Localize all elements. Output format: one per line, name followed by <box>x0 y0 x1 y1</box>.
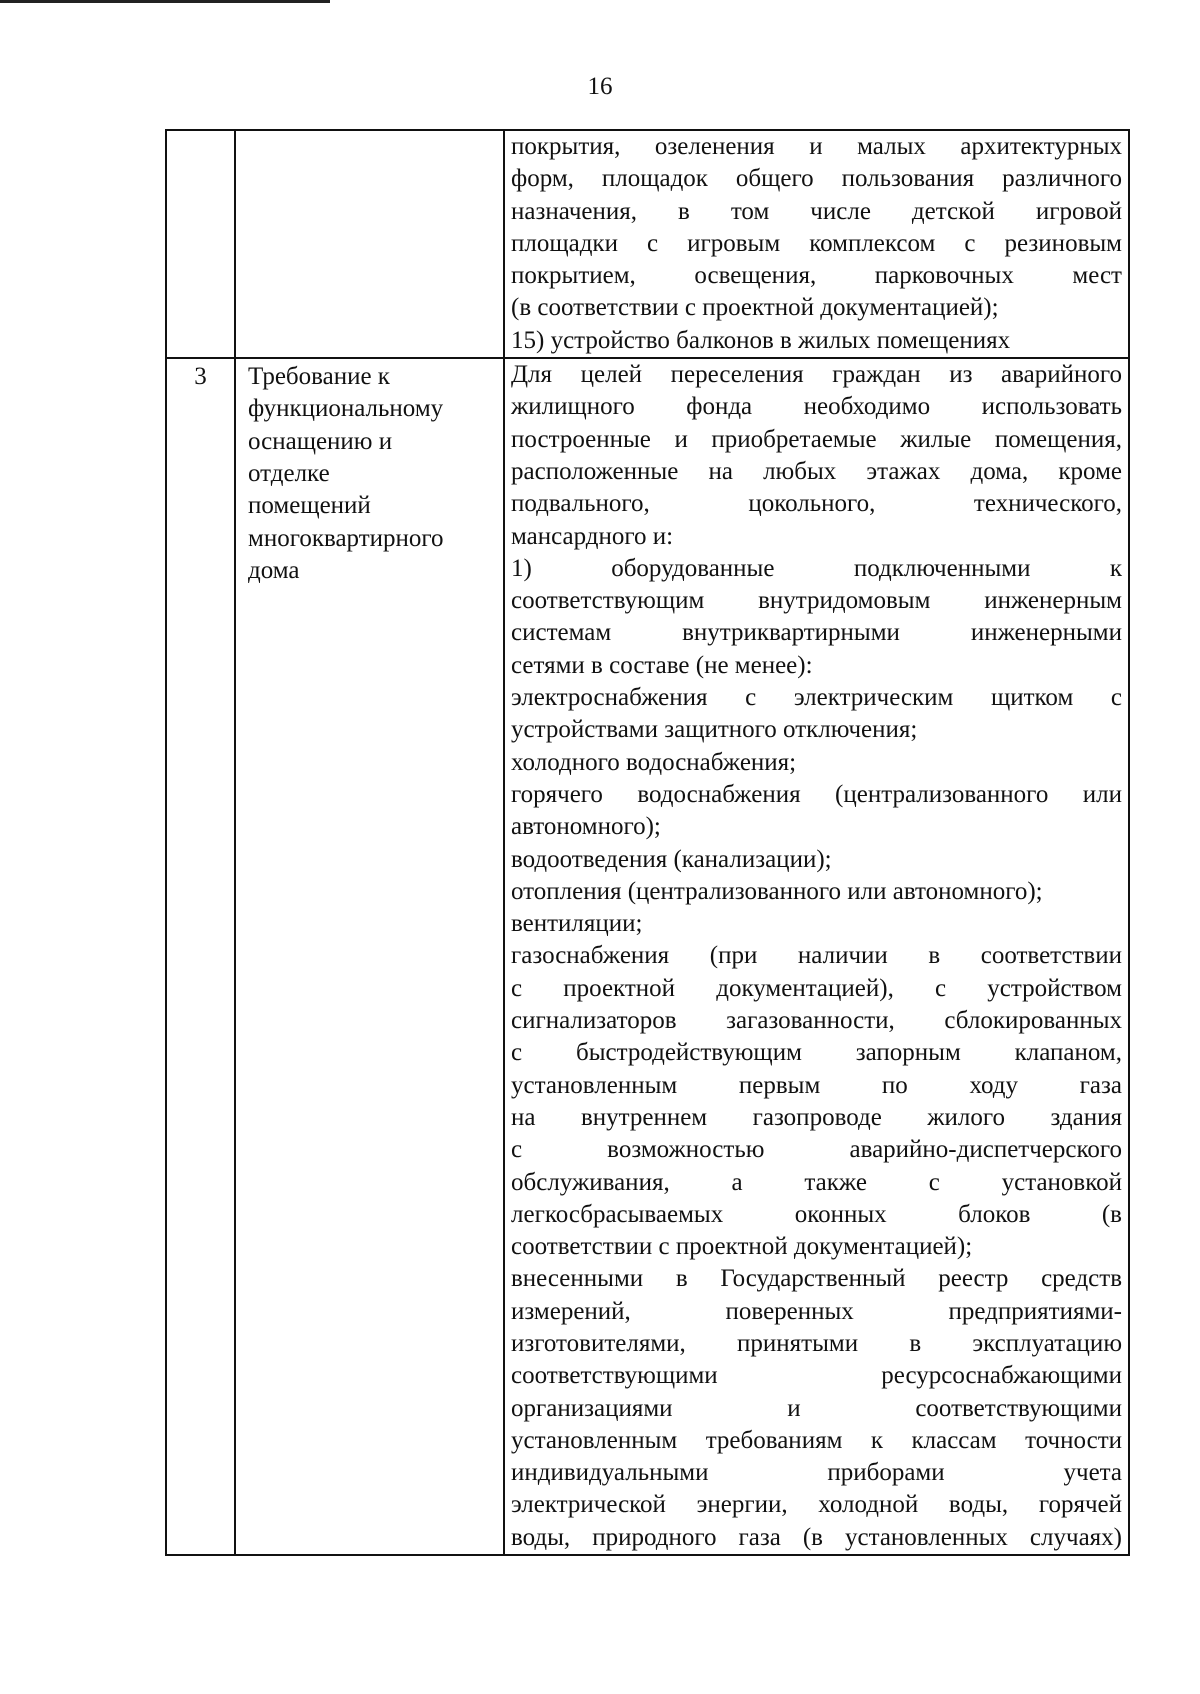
content-text-line: с проектной документацией), с устройством <box>511 974 1122 1002</box>
content-text-line: подвального, цокольного, технического, <box>511 490 1122 518</box>
content-text-line: построенные и приобретаемые жилые помещения, <box>511 425 1122 453</box>
content-text-line: электрической энергии, холодной воды, горячей <box>511 1491 1122 1519</box>
content-text-line: с быстродействующим запорным клапаном, <box>511 1039 1122 1067</box>
content-text-line: автономного); <box>511 813 661 841</box>
row-number-cell <box>166 130 235 358</box>
requirement-name-line: функциональному <box>248 395 444 423</box>
requirement-content-cell <box>504 358 1129 1555</box>
content-text-line: обслуживания, а также с установкой <box>511 1168 1122 1196</box>
content-text-line: воды, природного газа (в установленных случаях) <box>511 1523 1122 1551</box>
requirement-name-line: оснащению и <box>248 427 393 455</box>
content-text-line: форм, площадок общего пользования различного <box>511 165 1122 193</box>
content-text-line: жилищного фонда необходимо использовать <box>511 393 1122 421</box>
content-text-line: соответствующим внутридомовым инженерным <box>511 587 1122 615</box>
content-text-line: мансардного и: <box>511 522 674 550</box>
requirement-name-line: помещений <box>248 492 371 520</box>
content-text-line: установленным первым по ходу газа <box>511 1071 1122 1099</box>
requirement-content-cell <box>504 130 1129 358</box>
content-text-line: на внутреннем газопроводе жилого здания <box>511 1103 1122 1131</box>
content-text-line: изготовителями, принятыми в эксплуатацию <box>511 1329 1122 1357</box>
content-text-line: расположенные на любых этажах дома, кроме <box>511 457 1122 485</box>
requirement-name-line: дома <box>248 556 300 584</box>
content-text-line: устройствами защитного отключения; <box>511 716 918 744</box>
requirement-name-cell <box>235 130 504 358</box>
content-text-line: организациями и соответствующими <box>511 1394 1122 1422</box>
content-text-line: площадки с игровым комплексом с резиновым <box>511 229 1122 257</box>
content-text-line: отопления (централизованного или автономного); <box>511 877 1043 905</box>
content-text-line: вентиляции; <box>511 910 643 938</box>
requirement-name-line: многоквартирного <box>248 524 444 552</box>
content-text-line: измерений, поверенных предприятиями- <box>511 1297 1122 1325</box>
top-border-rule <box>0 0 330 3</box>
content-text-line: внесенными в Государственный реестр средств <box>511 1265 1122 1293</box>
content-text-line: покрытием, освещения, парковочных мест <box>511 262 1122 290</box>
content-text-line: назначения, в том числе детской игровой <box>511 197 1122 225</box>
content-text-line: 15) устройство балконов в жилых помещениях <box>511 326 1011 354</box>
requirement-name-line: Требование к <box>248 363 390 391</box>
table-row <box>166 130 1129 358</box>
content-text-line: системам внутриквартирными инженерными <box>511 619 1122 647</box>
content-text-line: сигнализаторов загазованности, сблокированных <box>511 1007 1122 1035</box>
row-number-cell: 3 <box>166 358 235 1555</box>
requirements-table <box>165 129 1130 1556</box>
content-text-line: установленным требованиям к классам точности <box>511 1426 1122 1454</box>
content-text-line: с возможностью аварийно-диспетчерского <box>511 1136 1122 1164</box>
content-text-line: 1) оборудованные подключенными к <box>511 554 1122 582</box>
content-text-line: водоотведения (канализации); <box>511 845 832 873</box>
content-text-line: соответствии с проектной документацией); <box>511 1233 973 1261</box>
content-text-line: сетями в составе (не менее): <box>511 651 813 679</box>
content-text-line: электроснабжения с электрическим щитком с <box>511 684 1122 712</box>
content-text-line: (в соответствии с проектной документацией); <box>511 294 999 322</box>
requirement-name-line: отделке <box>248 459 330 487</box>
table-row <box>166 358 1129 1555</box>
content-text-line: соответствующими ресурсоснабжающими <box>511 1362 1122 1390</box>
content-text-line: покрытия, озеленения и малых архитектурных <box>511 133 1122 160</box>
requirement-name-cell <box>235 358 504 1555</box>
content-text-line: газоснабжения (при наличии в соответствии <box>511 942 1122 970</box>
content-text-line: Для целей переселения граждан из аварийного <box>511 361 1122 389</box>
content-text-line: индивидуальными приборами учета <box>511 1459 1122 1487</box>
content-text-line: горячего водоснабжения (централизованного или <box>511 780 1122 808</box>
content-text-line: холодного водоснабжения; <box>511 748 797 776</box>
page-number: 16 <box>587 73 613 100</box>
content-text-line: легкосбрасываемых оконных блоков (в <box>511 1200 1122 1228</box>
